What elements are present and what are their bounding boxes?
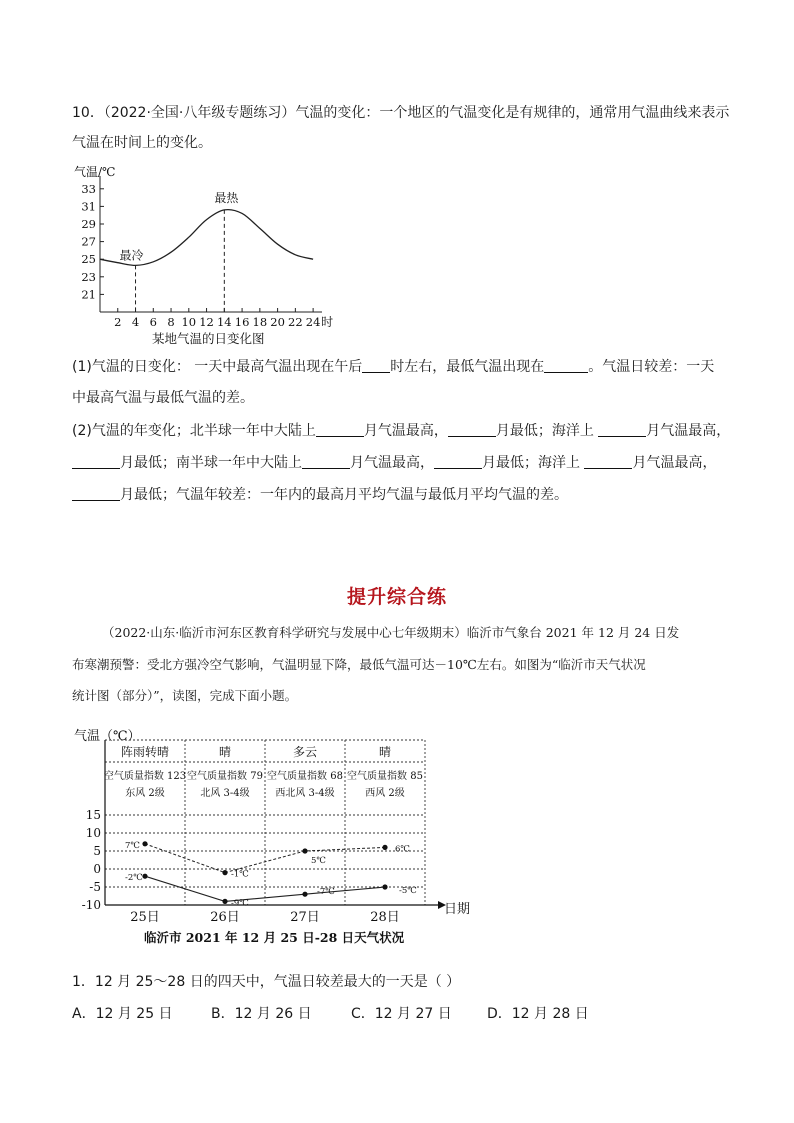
p1-text-a: (1)气温的日变化： 一天中最高气温出现在午后 bbox=[72, 359, 363, 375]
chart1-ytick-label: 23 bbox=[81, 269, 96, 284]
question1-stem: 1．12 月 25～28 日的四天中，气温日较差最大的一天是（ ） bbox=[72, 974, 461, 990]
chart1-xtick-label: 22 bbox=[288, 315, 303, 329]
chart2-low-point bbox=[302, 892, 307, 897]
p2-l1-c: 月最低；海洋上 bbox=[495, 423, 599, 439]
chart2-xticks bbox=[130, 910, 400, 925]
chart2-wind-label: 东风 2级 bbox=[125, 788, 165, 799]
chart1-xtick-label: 8 bbox=[167, 315, 175, 329]
chart2-ylabel: 气温（℃） bbox=[74, 729, 141, 744]
p2-l3: 月最低；气温年较差：一年内的最高月平均气温与最低月平均气温的差。 bbox=[120, 487, 568, 503]
option-c[interactable]: C．12 月 27 日 bbox=[351, 1006, 452, 1022]
blank-8[interactable] bbox=[434, 453, 482, 469]
chart1-xtick-label: 20 bbox=[270, 315, 285, 329]
chart1-ylabel: 气温/℃ bbox=[74, 165, 116, 179]
chart1-xtick-label: 18 bbox=[252, 315, 268, 329]
chart2-date-label: 26日 bbox=[210, 910, 240, 925]
chart2-weather-label: 晴 bbox=[378, 745, 392, 759]
chart2-date-label: 27日 bbox=[290, 910, 320, 925]
chart2-high-label: 7℃ bbox=[125, 840, 140, 851]
chart2-low-label: -5℃ bbox=[399, 886, 417, 896]
chart2-grid bbox=[105, 740, 446, 909]
section-title: 提升综合练 bbox=[346, 586, 447, 608]
blank-4[interactable] bbox=[448, 421, 496, 437]
p2-l1-b: 月气温最高， bbox=[363, 423, 448, 439]
blank-1[interactable] bbox=[362, 357, 390, 373]
chart1-ytick-label: 33 bbox=[81, 181, 96, 196]
p2-l2-c: 月最低；海洋上 bbox=[482, 455, 585, 471]
chart2-low-point bbox=[142, 874, 147, 879]
q10-line1: 10．（2022·全国·八年级专题练习）气温的变化：一个地区的气温变化是有规律的，通常用气温曲线来表示 bbox=[72, 105, 730, 121]
chart1-yticks bbox=[81, 182, 104, 302]
chart2-low-point bbox=[222, 899, 227, 904]
p2-l2-b: 月气温最高， bbox=[350, 455, 434, 471]
chart2-aqi-label: 空气质量指数 68 bbox=[267, 771, 343, 782]
chart1-xtick-label: 6 bbox=[149, 315, 157, 329]
p2-l1-a: (2)气温的年变化；北半球一年中大陆上 bbox=[72, 423, 316, 439]
chart2-wind-label: 西北风 3-4级 bbox=[275, 788, 335, 799]
blank-10[interactable] bbox=[72, 485, 120, 501]
chart2-high-label: 6℃ bbox=[395, 844, 410, 855]
p2-l2-d: 月气温最高， bbox=[632, 455, 717, 471]
chart2-high-point bbox=[142, 841, 147, 846]
chart1-xtick-label: 2 bbox=[114, 315, 122, 329]
chart1-hot-label: 最热 bbox=[214, 190, 239, 205]
chart2-low-label: -7℃ bbox=[317, 887, 335, 898]
chart1-axes bbox=[100, 176, 322, 312]
chart2-low-label: -2℃ bbox=[125, 873, 143, 884]
chart2-ytick-label: 0 bbox=[93, 862, 101, 876]
chart2-yticks bbox=[82, 808, 101, 912]
blank-6[interactable] bbox=[72, 453, 120, 469]
q10-part2-line2 bbox=[72, 453, 716, 473]
weather-chart bbox=[72, 722, 492, 950]
chart1-xtick-label: 12 bbox=[199, 315, 214, 329]
chart2-aqi-label: 空气质量指数 123 bbox=[103, 771, 187, 782]
chart2-xlabel: 日期 bbox=[444, 902, 471, 917]
option-d[interactable]: D．12 月 28 日 bbox=[487, 1006, 589, 1022]
q10-part2-line3 bbox=[72, 485, 568, 505]
chart1-ytick-label: 27 bbox=[81, 234, 96, 249]
blank-9[interactable] bbox=[584, 453, 632, 469]
chart1-xticks bbox=[114, 308, 320, 329]
chart1-ytick-label: 29 bbox=[81, 217, 96, 231]
chart1-ytick-label: 31 bbox=[81, 199, 96, 214]
chart2-ytick-label: 15 bbox=[85, 808, 101, 822]
chart2-wind-label: 北风 3-4级 bbox=[200, 788, 250, 799]
chart2-low-point bbox=[382, 884, 387, 889]
p1-text-c: 。气温日较差：一天 bbox=[588, 359, 715, 375]
chart2-low-label: -9℃ bbox=[231, 898, 249, 909]
chart1-caption: 某地气温的日变化图 bbox=[152, 331, 265, 346]
q10-line2: 气温在时间上的变化。 bbox=[72, 135, 212, 151]
p2-l1-d: 月气温最高， bbox=[646, 423, 731, 439]
chart2-ytick-label: 5 bbox=[93, 844, 101, 858]
option-b[interactable]: B．12 月 26 日 bbox=[211, 1006, 312, 1022]
q10-part1-line1 bbox=[72, 357, 714, 377]
chart2-aqi-label: 空气质量指数 79 bbox=[187, 771, 263, 782]
chart2-date-label: 25日 bbox=[130, 910, 160, 925]
chart1-xtick-label: 10 bbox=[181, 315, 197, 329]
chart2-day-info bbox=[104, 744, 423, 799]
chart1-xtick-label: 14 bbox=[216, 315, 232, 329]
intro-line2: 布寒潮预警：受北方强冷空气影响，气温明显下降，最低气温可达－10℃左右。如图为“临沂市天气状况 bbox=[72, 657, 646, 672]
chart2-high-point bbox=[222, 870, 227, 875]
chart2-wind-label: 西风 2级 bbox=[365, 788, 405, 799]
chart1-xtick-label: 24 bbox=[305, 315, 321, 329]
chart2-high-point bbox=[302, 848, 307, 853]
chart2-high-label: -1℃ bbox=[231, 869, 249, 880]
chart1-ytick-label: 21 bbox=[81, 287, 96, 302]
blank-2[interactable] bbox=[544, 357, 588, 373]
option-a[interactable]: A．12 月 25 日 bbox=[72, 1006, 173, 1022]
chart2-weather-label: 晴 bbox=[218, 745, 232, 759]
p2-l2-a: 月最低；南半球一年中大陆上 bbox=[120, 455, 302, 471]
chart2-ytick-label: -5 bbox=[89, 880, 101, 894]
intro-line3: 统计图（部分）”，读图，完成下面小题。 bbox=[72, 688, 298, 703]
chart1-x-unit: 时 bbox=[321, 315, 334, 329]
chart2-date-label: 28日 bbox=[370, 910, 400, 925]
chart2-caption: 临沂市 2021 年 12 月 25 日-28 日天气状况 bbox=[144, 930, 405, 945]
q10-part2-line1 bbox=[72, 421, 730, 441]
q10-part1-line2: 中最高气温与最低气温的差。 bbox=[72, 390, 254, 406]
chart2-ytick-label: -10 bbox=[81, 898, 101, 912]
intro-line1: （2022·山东·临沂市河东区教育科学研究与发展中心七年级期末）临沂市气象台 2021 年 12 月 24 日发 bbox=[102, 625, 680, 640]
chart1-cold-label: 最冷 bbox=[119, 248, 144, 263]
blank-3[interactable] bbox=[316, 421, 364, 437]
chart2-weather-label: 多云 bbox=[292, 745, 318, 759]
chart2-weather-label: 阵雨转晴 bbox=[120, 745, 170, 759]
chart2-high-point bbox=[382, 845, 387, 850]
daily-temp-chart bbox=[72, 160, 362, 350]
blank-7[interactable] bbox=[302, 453, 350, 469]
p1-text-b: 时左右，最低气温出现在 bbox=[390, 359, 545, 375]
chart1-xtick-label: 4 bbox=[131, 315, 140, 329]
chart2-ytick-label: 10 bbox=[85, 826, 101, 840]
chart1-ytick-label: 25 bbox=[81, 252, 96, 267]
chart2-aqi-label: 空气质量指数 85 bbox=[347, 771, 423, 782]
blank-5[interactable] bbox=[598, 421, 646, 437]
chart1-xtick-label: 16 bbox=[234, 315, 250, 329]
chart2-high-label: 5℃ bbox=[311, 856, 326, 866]
